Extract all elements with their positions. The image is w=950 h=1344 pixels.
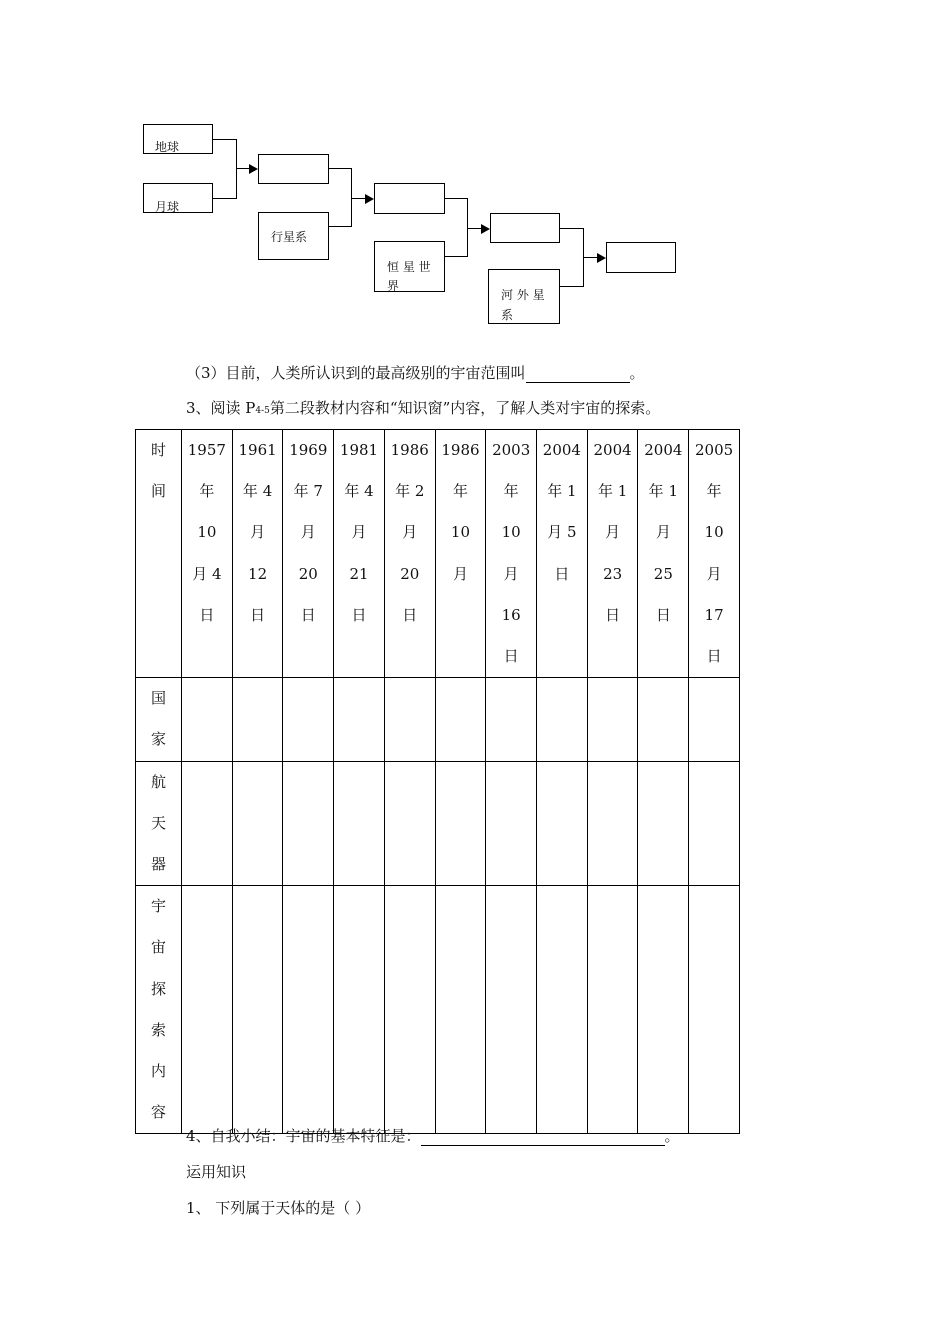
answer-cell[interactable] [587,761,638,886]
item-3-instruction [186,397,660,418]
connector-line [445,256,468,257]
answer-cell[interactable] [283,886,334,1134]
answer-cell[interactable] [689,761,740,886]
date-cell: 1969 年 7 月 20 日 [283,430,334,678]
connector-line [329,226,352,227]
answer-cell[interactable] [384,886,435,1134]
answer-cell[interactable] [486,678,537,761]
box-blank-2 [374,183,445,214]
row-label-spacecraft: 航 天 器 [136,761,182,886]
box-stellar-world: 恒 星 世 界 [374,241,445,292]
page-range: 4-5 [255,406,270,416]
table-row-time [136,430,740,678]
date-cell: 1957 年 10 月 4 日 [182,430,233,678]
answer-cell[interactable] [334,678,385,761]
answer-cell[interactable] [689,678,740,761]
date-cell: 2005 年 10 月 17 日 [689,430,740,678]
answer-cell[interactable] [435,761,486,886]
date-cell: 1981 年 4 月 21 日 [334,430,385,678]
date-cell: 2004 年 1 月 25 日 [638,430,689,678]
question-3-end: 。 [629,364,645,382]
box-planet-system: 行星系 [258,212,329,260]
celestial-hierarchy-diagram [0,0,950,340]
date-cell: 1986 年 10 月 [435,430,486,678]
answer-cell[interactable] [182,678,233,761]
answer-cell[interactable] [537,678,588,761]
row-label-time: 时 间 [136,430,182,678]
space-exploration-table [135,429,740,1134]
table-row-country [136,678,740,761]
connector-line [351,198,366,199]
answer-cell[interactable] [232,886,283,1134]
box-blank-1 [258,154,329,184]
answer-cell[interactable] [587,886,638,1134]
connector-line [329,168,352,169]
arrow-icon [249,164,258,174]
answer-cell[interactable] [232,678,283,761]
answer-cell[interactable] [689,886,740,1134]
answer-cell[interactable] [537,886,588,1134]
answer-cell[interactable] [435,678,486,761]
answer-blank[interactable] [526,367,630,383]
box-blank-3 [490,213,560,243]
connector-line [213,198,237,199]
connector-line [213,139,237,140]
box-blank-4 [606,242,676,273]
connector-line [236,168,250,169]
answer-cell[interactable] [638,886,689,1134]
answer-cell[interactable] [283,678,334,761]
answer-cell[interactable] [537,761,588,886]
answer-cell[interactable] [232,761,283,886]
connector-line [560,286,584,287]
connector-line [583,257,598,258]
apply-knowledge-heading: 运用知识 [186,1163,247,1181]
answer-cell[interactable] [435,886,486,1134]
answer-cell[interactable] [283,761,334,886]
item-4-text: 4、自我小结：宇宙的基本特征是： [186,1127,421,1145]
connector-line [467,228,482,229]
answer-cell[interactable] [334,886,385,1134]
item-4-end: 。 [664,1127,680,1145]
answer-cell[interactable] [638,678,689,761]
answer-cell[interactable] [486,761,537,886]
answer-cell[interactable] [486,886,537,1134]
arrow-icon [365,194,374,204]
box-extragalactic: 河 外 星 系 [488,269,560,324]
date-cell: 1986 年 2 月 20 日 [384,430,435,678]
box-earth: 地球 [143,124,213,154]
answer-cell[interactable] [182,886,233,1134]
arrow-icon [597,253,606,263]
arrow-icon [481,224,490,234]
item-4-summary [186,1125,680,1146]
question-1: 1、 下列属于天体的是（ ） [186,1199,371,1217]
connector-line [445,198,468,199]
row-label-country: 国 家 [136,678,182,761]
answer-cell[interactable] [638,761,689,886]
date-cell: 2004 年 1 月 23 日 [587,430,638,678]
question-3 [186,362,645,383]
box-moon: 月球 [143,183,213,213]
answer-cell[interactable] [384,761,435,886]
answer-cell[interactable] [334,761,385,886]
row-label-exploration: 宇 宙 探 索 内 容 [136,886,182,1134]
item-3-post: 第二段教材内容和“知识窗”内容，了解人类对宇宙的探索。 [269,399,661,417]
answer-cell[interactable] [384,678,435,761]
date-cell: 1961 年 4 月 12 日 [232,430,283,678]
date-cell: 2003 年 10 月 16 日 [486,430,537,678]
question-3-text: （3）目前，人类所认识到的最高级别的宇宙范围叫 [186,364,526,382]
item-3-pre: 3、阅读 P [186,399,256,417]
answer-cell[interactable] [182,761,233,886]
answer-cell[interactable] [587,678,638,761]
date-cell: 2004 年 1 月 5 日 [537,430,588,678]
table-row-exploration [136,886,740,1134]
answer-blank[interactable] [421,1130,665,1146]
connector-line [560,228,584,229]
table-row-spacecraft [136,761,740,886]
